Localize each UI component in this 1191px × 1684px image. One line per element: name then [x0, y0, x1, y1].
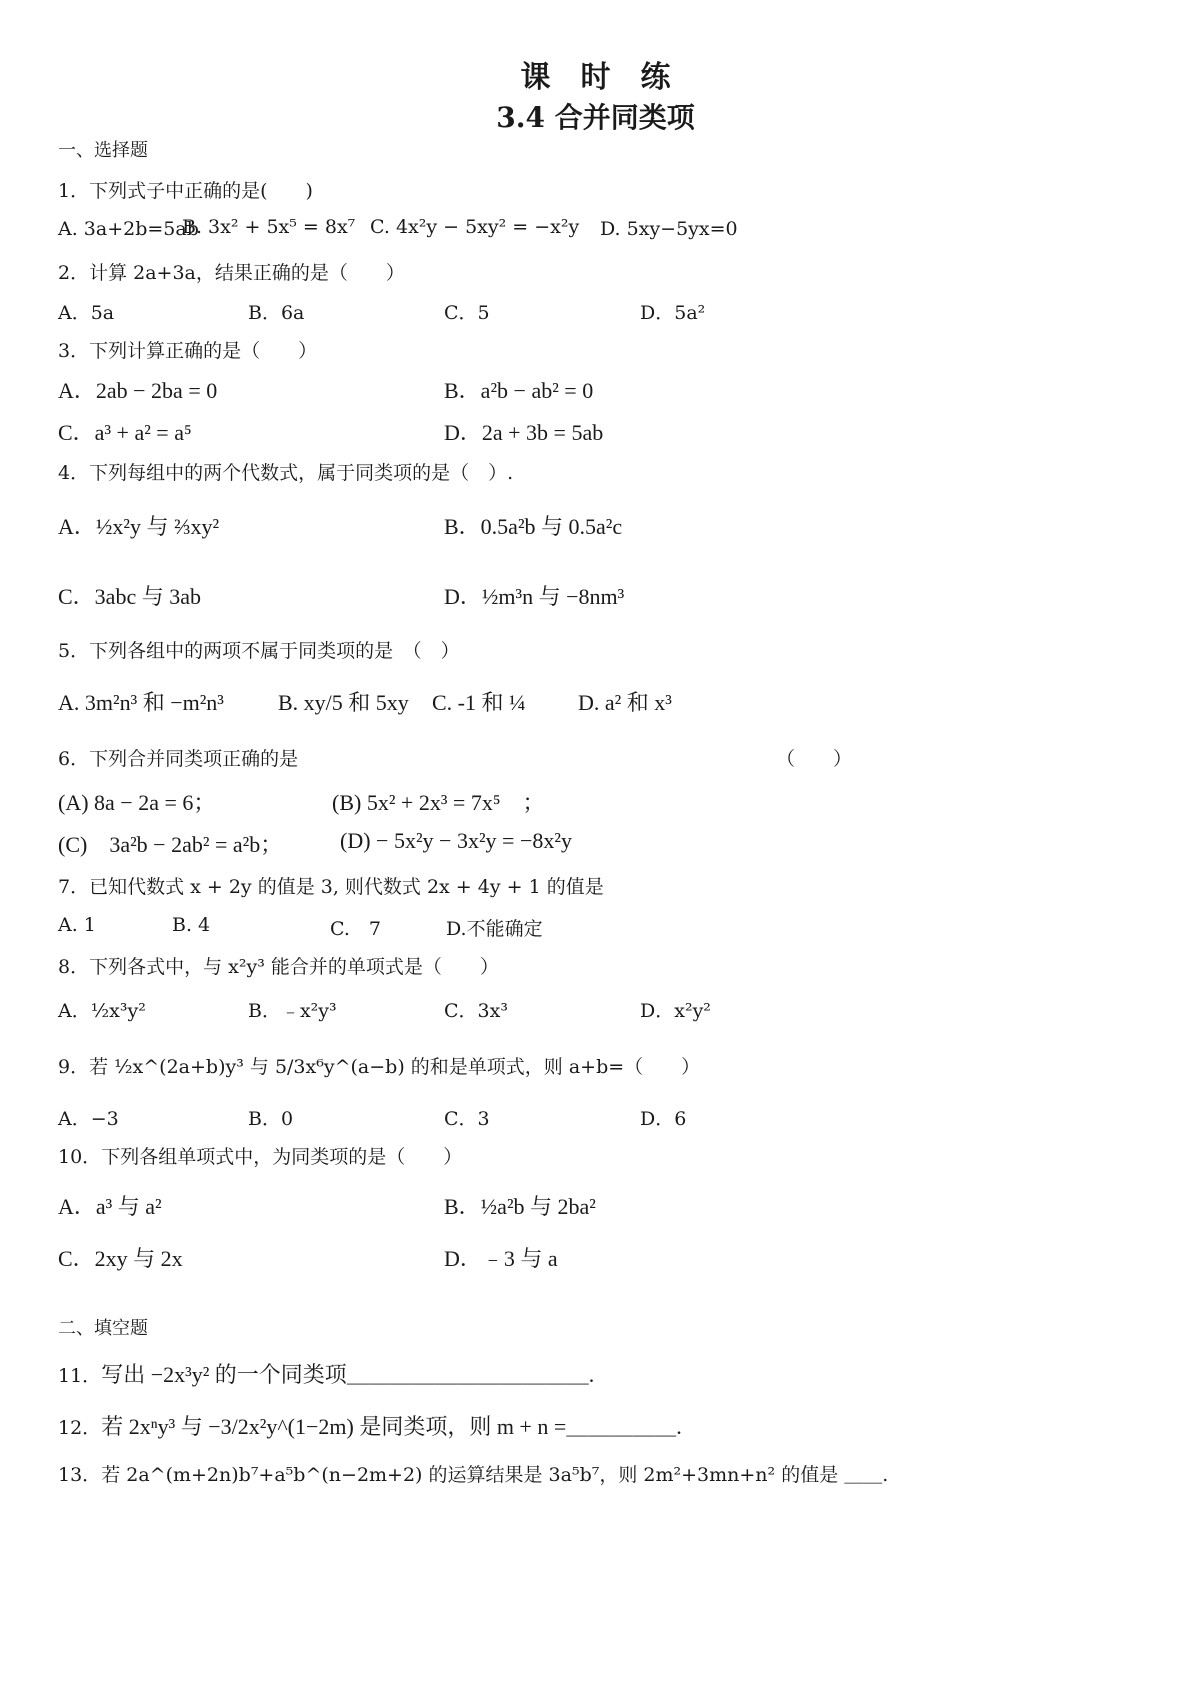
question-11: 11．写出 −2x³y² 的一个同类项＿＿＿＿＿＿＿＿＿＿＿.: [58, 1362, 595, 1387]
q7-option-a: A. 1: [58, 914, 96, 936]
q4-option-d: D．½m³n 与 −8nm³: [444, 584, 625, 609]
q1-option-b: B. 3x² + 5x⁵ = 8x⁷: [182, 216, 356, 238]
q7-option-c: C. 7: [330, 918, 381, 940]
q10-option-b: B．½a²b 与 2ba²: [444, 1194, 596, 1219]
q8-option-d: D．x²y²: [640, 1000, 711, 1022]
section-fill-in-blank: 二、填空题: [58, 1318, 148, 1339]
question-2: 2．计算 2a+3a，结果正确的是（ ）: [58, 262, 405, 284]
q1-option-a: A. 3a+2b=5ab: [58, 218, 199, 240]
q6-answer-paren: （ ）: [776, 748, 853, 770]
q10-option-d: D．﹣3 与 a: [444, 1246, 558, 1271]
q2-option-d: D．5a²: [640, 302, 706, 324]
q5-option-d: D. a² 和 x³: [578, 690, 672, 715]
q8-option-a: A．½x³y²: [58, 1000, 146, 1022]
q2-option-a: A．5a: [58, 302, 115, 324]
q1-option-d: D. 5xy−5yx=0: [600, 218, 738, 240]
q9-option-a: A．−3: [58, 1108, 119, 1130]
q3-option-d: D．2a + 3b = 5ab: [444, 420, 604, 445]
question-6: 6．下列合并同类项正确的是: [58, 748, 299, 770]
question-7: 7．已知代数式 x + 2y 的值是 3, 则代数式 2x + 4y + 1 的值是: [58, 876, 604, 898]
q5-option-b: B. xy/5 和 5xy: [278, 690, 409, 715]
question-4: 4．下列每组中的两个代数式，属于同类项的是（ ）.: [58, 462, 514, 484]
q10-option-a: A．a³ 与 a²: [58, 1194, 162, 1219]
question-13: 13．若 2a^(m+2n)b⁷+a⁵b^(n−2m+2) 的运算结果是 3a⁵b⁷，则 2m²+3mn+n² 的值是 ＿＿.: [58, 1464, 889, 1486]
q5-option-a: A. 3m²n³ 和 −m²n³: [58, 690, 224, 715]
question-12: 12．若 2xⁿy³ 与 −3/2x²y^(1−2m) 是同类项，则 m + n =＿＿＿＿＿.: [58, 1414, 682, 1439]
q9-option-b: B．0: [248, 1108, 294, 1130]
q8-option-c: C．3x³: [444, 1000, 508, 1022]
q3-option-a: A．2ab − 2ba = 0: [58, 378, 218, 403]
q6-option-c: (C) 3a²b − 2ab² = a²b；: [58, 832, 283, 857]
question-9: 9．若 ½x^(2a+b)y³ 与 5/3x⁶y^(a−b) 的和是单项式，则 a+b=（ ）: [58, 1056, 701, 1078]
worksheet-subtitle: 3.4 合并同类项: [496, 101, 695, 134]
q9-option-d: D．6: [640, 1108, 687, 1130]
q9-option-c: C．3: [444, 1108, 490, 1130]
worksheet-title: 课 时 练: [520, 60, 671, 95]
q4-option-a: A．½x²y 与 ⅔xy²: [58, 514, 220, 539]
q6-option-b: (B) 5x² + 2x³ = 7x⁵ ；: [332, 790, 545, 815]
q4-option-b: B．0.5a²b 与 0.5a²c: [444, 514, 623, 539]
question-10: 10．下列各组单项式中，为同类项的是（ ）: [58, 1146, 463, 1168]
q3-option-b: B．a²b − ab² = 0: [444, 378, 594, 403]
q7-option-d: D.不能确定: [446, 918, 543, 940]
q6-option-d: (D) − 5x²y − 3x²y = −8x²y: [340, 828, 572, 853]
q3-option-c: C．a³ + a² = a⁵: [58, 420, 192, 445]
q8-option-b: B．﹣x²y³: [248, 1000, 337, 1022]
q10-option-c: C．2xy 与 2x: [58, 1246, 183, 1271]
question-5: 5．下列各组中的两项不属于同类项的是 （ ）: [58, 640, 460, 662]
q7-option-b: B. 4: [172, 914, 211, 936]
q5-option-c: C. -1 和 ¼: [432, 690, 526, 715]
q6-option-a: (A) 8a − 2a = 6；: [58, 790, 216, 815]
section-multiple-choice: 一、选择题: [58, 140, 148, 161]
q2-option-b: B．6a: [248, 302, 305, 324]
q2-option-c: C．5: [444, 302, 490, 324]
q1-option-c: C. 4x²y − 5xy² = −x²y: [370, 216, 580, 238]
question-1: 1．下列式子中正确的是( ): [58, 180, 313, 202]
question-8: 8．下列各式中，与 x²y³ 能合并的单项式是（ ）: [58, 956, 499, 978]
question-3: 3．下列计算正确的是（ ）: [58, 340, 318, 362]
q4-option-c: C．3abc 与 3ab: [58, 584, 201, 609]
